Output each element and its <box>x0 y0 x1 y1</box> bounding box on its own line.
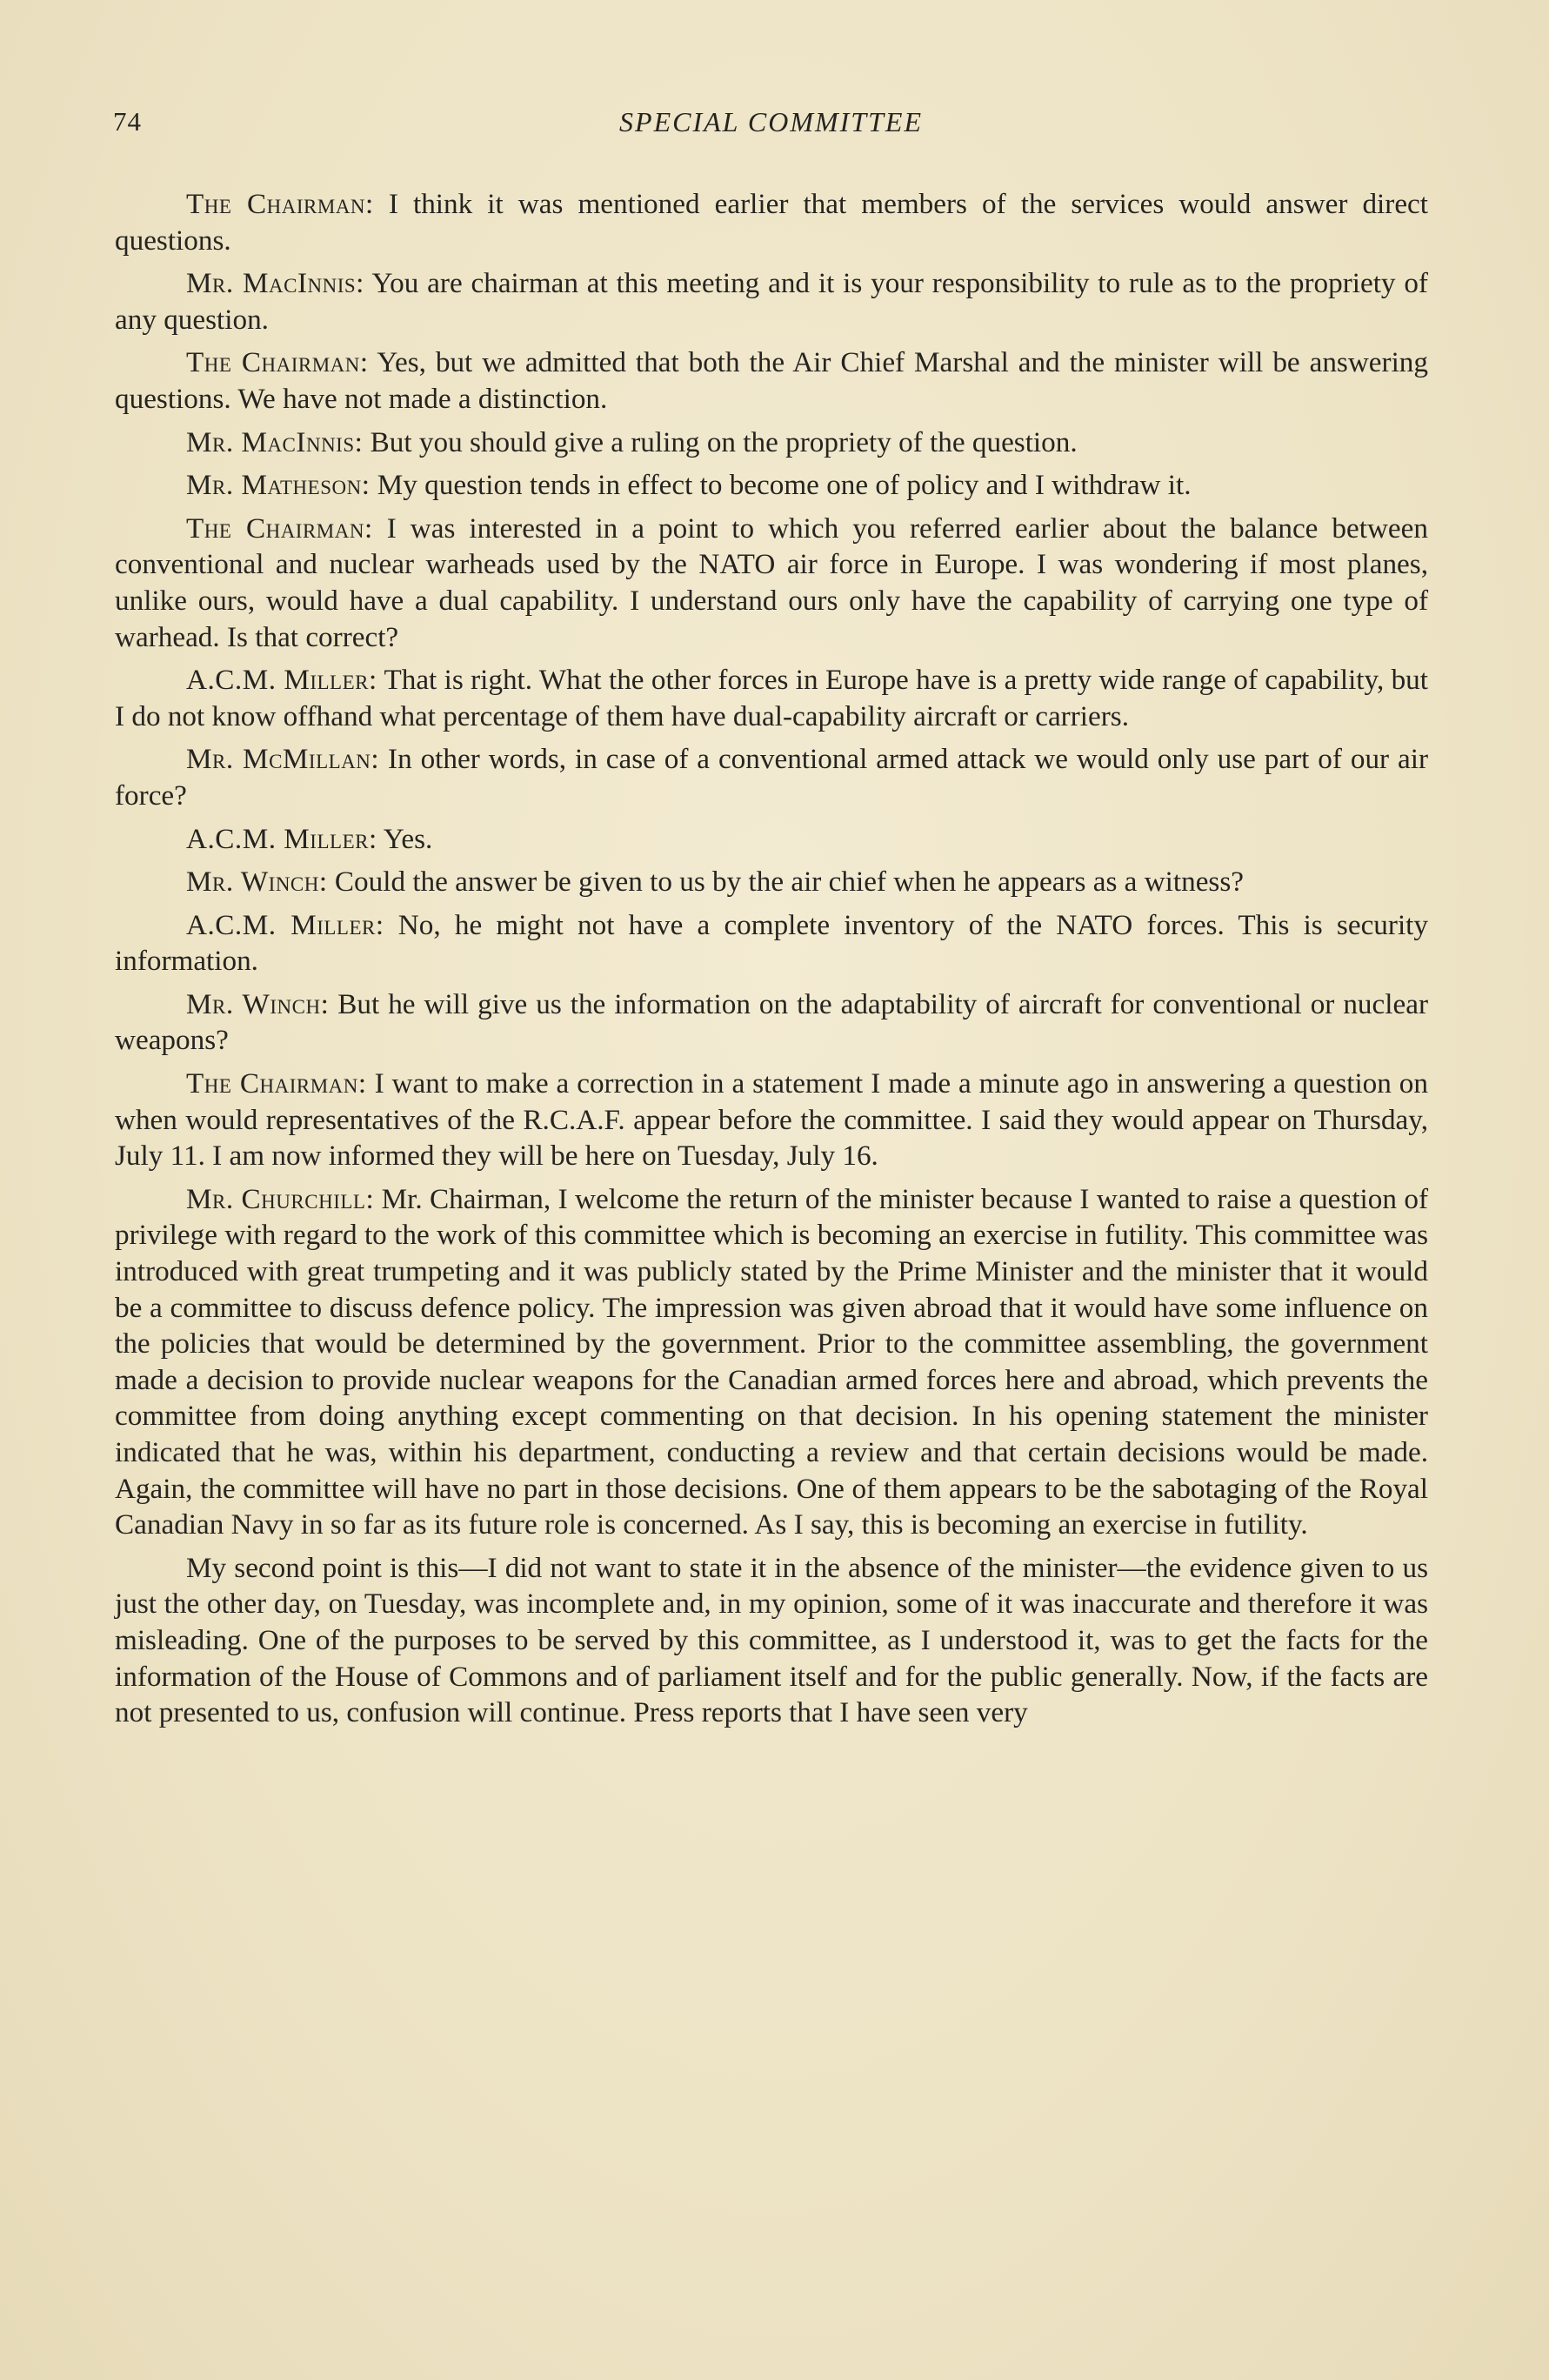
paragraph-text: My question tends in effect to become one of policy and I withdraw it. <box>370 469 1192 502</box>
paragraph <box>115 1066 1428 1174</box>
paragraph <box>115 864 1428 900</box>
speaker-label: Mr. Matheson: <box>186 469 371 502</box>
paragraph-text: That is right. What the other forces in Europe have is a pretty wide range of capability, but I do not know offhand what percentage of them have dual-capability aircraft or carriers. <box>115 664 1428 732</box>
paragraph-text: In other words, in case of a conventional armed attack we would only use part of our air force? <box>115 743 1428 812</box>
speaker-label: Mr. Winch: <box>186 866 328 899</box>
paragraph-text: Yes. <box>377 822 433 855</box>
speaker-label: A.C.M. Miller: <box>186 822 377 855</box>
paragraph <box>115 511 1428 655</box>
speaker-label: A.C.M. Miller: <box>186 908 384 941</box>
speaker-label: Mr. Winch: <box>186 987 330 1020</box>
paragraph <box>115 186 1428 258</box>
paragraph-text: But he will give us the information on the adaptability of aircraft for conventional or nuclear weapons? <box>115 987 1428 1057</box>
paragraph <box>115 344 1428 417</box>
speaker-label: The Chairman: <box>186 1067 367 1100</box>
paragraph-text: No, he might not have a complete inventory of the NATO forces. This is security information. <box>115 908 1428 978</box>
speaker-label: Mr. MacInnis: <box>186 425 364 458</box>
speaker-label: Mr. McMillan: <box>186 743 380 776</box>
paragraph-text: But you should give a ruling on the propriety of the question. <box>363 425 1078 458</box>
running-title: SPECIAL COMMITTEE <box>619 106 923 137</box>
paragraph <box>115 821 1428 858</box>
running-head <box>113 106 1429 150</box>
transcript-body <box>115 186 1428 1738</box>
paragraph <box>115 265 1428 338</box>
speaker-label: Mr. Churchill: <box>186 1182 375 1215</box>
paragraph <box>115 1550 1428 1731</box>
paragraph <box>115 986 1428 1059</box>
speaker-label: The Chairman: <box>186 511 373 545</box>
paragraph <box>115 1181 1428 1543</box>
speaker-label: Mr. MacInnis: <box>186 267 364 300</box>
speaker-label: A.C.M. Miller: <box>186 664 377 697</box>
paragraph-text: I was interested in a point to which you referred earlier about the balance between conventional and nuclear warheads used by the NATO air force in Europe. I was wondering if most planes, unlike ours, would have a dual capability. I understand ours only have the capability of carrying one type of warhead. Is that correct? <box>115 511 1428 653</box>
paragraph <box>115 467 1428 504</box>
paragraph <box>115 425 1428 461</box>
paragraph-text: Yes, but we admitted that both the Air Chief Marshal and the minister will be answering questions. We have not made a distinction. <box>115 346 1428 415</box>
paragraph-text: My second point is this—I did not want to state it in the absence of the minister—the evidence given to us just the other day, on Tuesday, was incomplete and, in my opinion, some of it was inaccurate and therefore it was misleading. One of the purposes to be served by this committee, as I understood it, was to get the facts for the information of the House of Commons and of parliament itself and for the public generally. Now, if the facts are not presented to us, confusion will continue. Press reports that I have seen very <box>115 1551 1428 1729</box>
speaker-label: The Chairman: <box>186 188 374 220</box>
paragraph-text: I want to make a correction in a statement I made a minute ago in answering a question on when would representatives of the R.C.A.F. appear before the committee. I said they would appear on Thursday, July 11. I am now informed they will be here on Tuesday, July 16. <box>115 1067 1428 1173</box>
paragraph <box>115 907 1428 979</box>
paragraph-text: Mr. Chairman, I welcome the return of the minister because I wanted to raise a question of privilege with regard to the work of this committee which is becoming an exercise in futility. This committee was introduced with great trumpeting and it was publicly stated by the Prime Minister and the minister that it would be a committee to discuss defence policy. The impression was given abroad that it would have some influence on the policies that would be determined by the government. Prior to the committee assembling, the government made a decision to provide nuclear weapons for the Canadian armed forces here and abroad, which prevents the committee from doing anything except commenting on that decision. In his opening statement the minister indicated that he was, within his department, conducting a review and that certain decisions would be made. Again, the committee will have no part in those decisions. One of them appears to be the sabotaging of the Royal Canadian Navy in so far as its future role is concerned. As I say, this is becoming an exercise in futility. <box>115 1182 1429 1541</box>
page-number: 74 <box>113 106 142 137</box>
paragraph-text: You are chairman at this meeting and it is your responsibility to rule as to the propriety of any question. <box>115 267 1428 336</box>
speaker-label: The Chairman: <box>186 346 369 379</box>
paragraph <box>115 741 1428 813</box>
paragraph <box>115 662 1428 734</box>
paragraph-text: I think it was mentioned earlier that members of the services would answer direct questions. <box>115 188 1428 257</box>
paragraph-text: Could the answer be given to us by the air chief when he appears as a witness? <box>327 866 1244 899</box>
